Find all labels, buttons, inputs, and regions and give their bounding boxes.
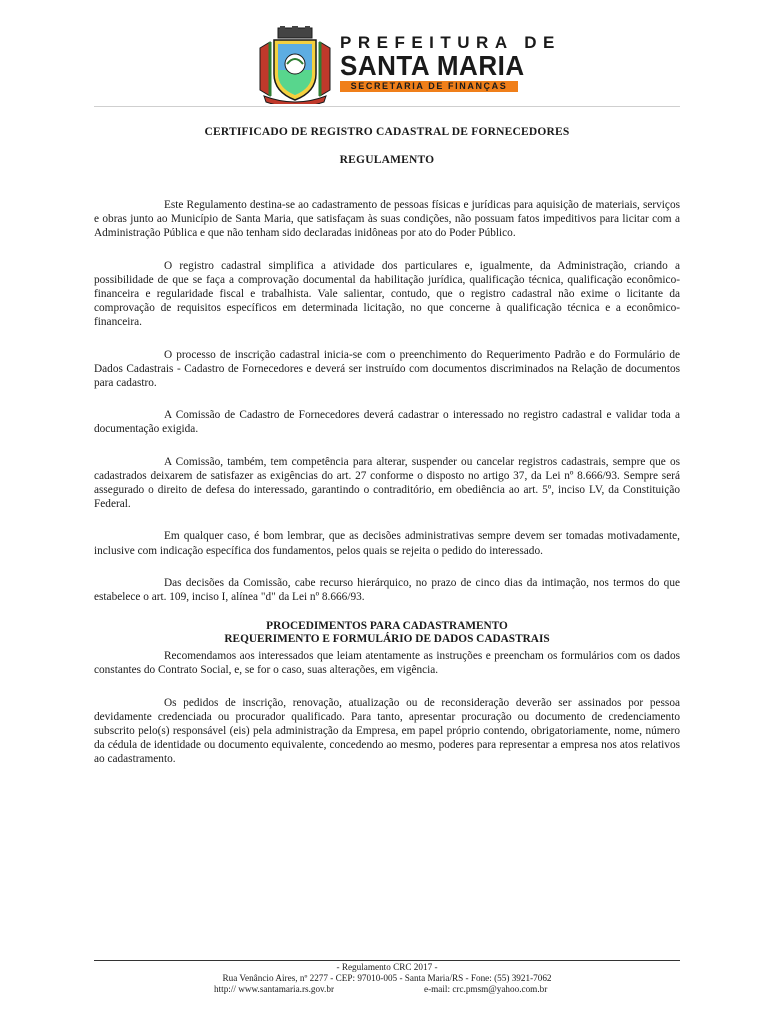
paragraph: Este Regulamento destina-se ao cadastramento de pessoas físicas e jurídicas para aquisição de materiais, serviços e obras junto ao Município de Santa Maria, que satisfaçam às suas condições, não possuam fatos impeditivos para licitar com a Administração Pública e que não tenham sido declaradas inidôneas por ato do Poder Público. [94, 199, 680, 240]
paragraph: A Comissão, também, tem competência para alterar, suspender ou cancelar registros cadastrais, sempre que os cadastrados deixarem de satisfazer as exigências do art. 27 conforme o disposto no artigo 37, da Lei nº 8.666/93. Sempre será assegurado o direito de defesa do interessado, garantindo o contraditório, em obediência ao art. 5º, inciso LV, da Constituição Federal. [94, 455, 680, 511]
header-divider [94, 106, 680, 107]
paragraph: Em qualquer caso, é bom lembrar, que as decisões administrativas sempre devem ser tomadas motivadamente, inclusive com indicação específica dos fundamentos, pelos quais se rejeita o pedido do interessado. [94, 530, 680, 557]
paragraph: O registro cadastral simplifica a atividade dos particulares e, igualmente, da Administração, criando a possibilidade de que se faça a comprovação documental da habilitação jurídica, qualificação técnica, qualificação econômico-financeira e regularidade fiscal e trabalhista. Vale salientar, contudo, que o registro cadastral não exime o licitante da comprovação de requisitos específicos em determinada licitação, no que concerne à qualificação técnica e a econômico-financeira. [94, 259, 680, 329]
paragraph: Os pedidos de inscrição, renovação, atualização ou de reconsideração deverão ser assinados por pessoa devidamente credenciada ou procurador qualificado. Para tanto, apresentar procuração ou documento de credenciamento subscrito pelo(s) responsável (eis) pela administração da Empresa, em papel próprio contendo, obrigatoriamente, nome, número da cédula de identidade ou documento equivalente, concedendo ao mesmo, poderes para representar a empresa nos atos relativos ao cadastramento. [94, 696, 680, 766]
footer-doc-ref: - Regulamento CRC 2017 - [336, 962, 438, 972]
footer-website-link[interactable]: http:// www.santamaria.rs.gov.br [214, 984, 335, 994]
section-heading-line: REQUERIMENTO E FORMULÁRIO DE DADOS CADASTRAIS [224, 632, 550, 645]
brand-prefeitura: PREFEITURA DE [340, 33, 561, 52]
paragraph: Das decisões da Comissão, cabe recurso hierárquico, no prazo de cinco dias da intimação, nos termos do que estabelece o art. 109, inciso I, alínea "d" da Lei nº 8.666/93. [94, 576, 680, 604]
document-body [94, 198, 680, 785]
brand-logotype [340, 33, 561, 92]
coat-of-arms-icon [256, 26, 334, 104]
footer-address: Rua Venâncio Aires, nº 2277 - CEP: 97010-005 - Santa Maria/RS - Fone: (55) 3921-7062 [222, 973, 552, 983]
section-heading-line: PROCEDIMENTOS PARA CADASTRAMENTO [266, 620, 508, 633]
section-heading [94, 620, 680, 645]
footer-email-link[interactable]: e-mail: crc.pmsm@yahoo.com.br [424, 984, 548, 994]
brand-city-name: SANTA MARIA [340, 49, 525, 82]
brand-department: SECRETARIA DE FINANÇAS [340, 81, 518, 92]
document-title: CERTIFICADO DE REGISTRO CADASTRAL DE FORNECEDORES [204, 126, 570, 138]
footer-divider [94, 960, 680, 961]
letterhead [0, 0, 770, 108]
paragraph: Recomendamos aos interessados que leiam atentamente as instruções e preencham os formulários com os dados constantes do Contrato Social, e, se for o caso, suas alterações, em vigência. [94, 650, 680, 677]
page-footer [94, 962, 680, 995]
footer-contact-row [94, 984, 680, 995]
paragraph: A Comissão de Cadastro de Fornecedores deverá cadastrar o interessado no registro cadastral e validar toda a documentação exigida. [94, 409, 680, 436]
document-subtitle: REGULAMENTO [339, 154, 435, 166]
paragraph: O processo de inscrição cadastral inicia-se com o preenchimento do Requerimento Padrão e do Formulário de Dados Cadastrais - Cadastro de Fornecedores e deverá ser instruído com documentos discriminados na Relação de documentos para cadastro. [94, 348, 680, 390]
